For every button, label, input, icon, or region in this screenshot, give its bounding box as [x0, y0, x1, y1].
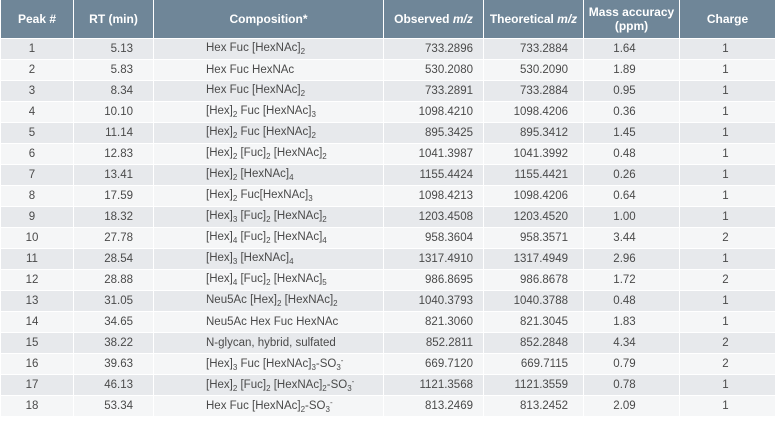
cell-composition	[154, 269, 384, 290]
composition-subscript: 2	[322, 152, 327, 161]
cell-rt: 39.63	[74, 353, 154, 374]
cell-observed-mz: 1317.4910	[384, 248, 484, 269]
cell-charge: 1	[680, 374, 775, 395]
glycan-table-container	[1, 0, 775, 416]
cell-theoretical-mz: 1203.4520	[484, 206, 584, 227]
table-row	[1, 248, 775, 269]
composition-superscript: -	[329, 398, 333, 407]
cell-mass-accuracy: 1.89	[584, 59, 680, 80]
composition-text: Hex Fuc [HexNAc]	[206, 42, 301, 54]
cell-rt: 18.32	[74, 206, 154, 227]
cell-rt: 13.41	[74, 164, 154, 185]
composition-superscript: -	[340, 356, 344, 365]
composition-text: [HexNAc]	[270, 273, 323, 285]
composition-subscript: 3	[336, 363, 341, 372]
cell-theoretical-mz: 1121.3559	[484, 374, 584, 395]
table-row	[1, 38, 775, 59]
composition-subscript: 3	[325, 405, 330, 414]
composition-text: Hex Fuc HexNAc	[206, 64, 295, 76]
composition-text: [HexNAc]	[237, 168, 290, 180]
composition-subscript: 2	[311, 131, 316, 140]
table-row	[1, 143, 775, 164]
cell-peak: 6	[1, 143, 74, 164]
cell-observed-mz: 1098.4210	[384, 101, 484, 122]
composition-text: [Hex]	[206, 273, 233, 285]
composition-subscript: 3	[347, 384, 352, 393]
composition-subscript: 2	[232, 384, 238, 393]
composition-text: Fuc [HexNAc]	[237, 126, 312, 138]
composition-subscript: 3	[308, 194, 313, 203]
cell-theoretical-mz: 1041.3992	[484, 143, 584, 164]
cell-theoretical-mz: 1098.4206	[484, 185, 584, 206]
cell-rt: 27.78	[74, 227, 154, 248]
composition-text: [Hex]	[206, 168, 233, 180]
composition-text: [Hex]	[206, 379, 233, 391]
cell-theoretical-mz: 821.3045	[484, 311, 584, 332]
composition-text: [HexNAc]	[270, 379, 323, 391]
cell-observed-mz: 1121.3568	[384, 374, 484, 395]
cell-mass-accuracy: 0.78	[584, 374, 680, 395]
cell-charge: 2	[680, 269, 775, 290]
cell-composition	[154, 332, 384, 353]
table-row	[1, 374, 775, 395]
composition-text: [Hex]	[206, 252, 233, 264]
composition-text: [Fuc]	[237, 147, 267, 159]
composition-text: -SO	[326, 379, 348, 391]
table-row	[1, 395, 775, 416]
cell-peak: 15	[1, 332, 74, 353]
cell-theoretical-mz: 733.2884	[484, 80, 584, 101]
cell-observed-mz: 669.7120	[384, 353, 484, 374]
composition-text: [Hex]	[206, 210, 233, 222]
table-row	[1, 353, 775, 374]
cell-peak: 18	[1, 395, 74, 416]
cell-composition	[154, 185, 384, 206]
cell-rt: 46.13	[74, 374, 154, 395]
composition-subscript: 2	[232, 152, 238, 161]
cell-observed-mz: 986.8695	[384, 269, 484, 290]
composition-subscript: 2	[232, 194, 238, 203]
composition-subscript: 2	[333, 299, 338, 308]
table-row	[1, 206, 775, 227]
table-row	[1, 59, 775, 80]
composition-text: Fuc [HexNAc]	[237, 105, 312, 117]
cell-observed-mz: 1203.4508	[384, 206, 484, 227]
cell-composition	[154, 206, 384, 227]
cell-charge: 1	[680, 311, 775, 332]
composition-subscript: 2	[266, 384, 271, 393]
composition-subscript: 3	[232, 215, 238, 224]
cell-observed-mz: 530.2080	[384, 59, 484, 80]
cell-rt: 5.13	[74, 38, 154, 59]
composition-subscript: 3	[232, 363, 238, 372]
cell-mass-accuracy: 1.00	[584, 206, 680, 227]
header-observed-mz-italic: m/z	[452, 12, 473, 26]
header-observed-mz	[384, 0, 484, 38]
glycan-mass-table	[1, 0, 775, 416]
cell-peak: 5	[1, 122, 74, 143]
cell-observed-mz: 1040.3793	[384, 290, 484, 311]
table-row	[1, 101, 775, 122]
cell-mass-accuracy: 0.79	[584, 353, 680, 374]
cell-rt: 17.59	[74, 185, 154, 206]
composition-text: [Hex]	[206, 105, 233, 117]
composition-text: [Hex]	[206, 231, 233, 243]
cell-mass-accuracy: 2.96	[584, 248, 680, 269]
cell-mass-accuracy: 0.48	[584, 290, 680, 311]
composition-text: -SO	[305, 400, 326, 412]
composition-subscript: 4	[232, 278, 238, 287]
cell-charge: 2	[680, 353, 775, 374]
cell-theoretical-mz: 733.2884	[484, 38, 584, 59]
cell-peak: 7	[1, 164, 74, 185]
cell-composition	[154, 248, 384, 269]
table-row	[1, 311, 775, 332]
composition-text: [Hex]	[206, 126, 233, 138]
cell-rt: 10.10	[74, 101, 154, 122]
composition-subscript: 2	[266, 236, 271, 245]
composition-text: [Fuc]	[237, 210, 267, 222]
composition-subscript: 3	[311, 110, 316, 119]
header-rt: RT (min)	[74, 0, 154, 38]
composition-subscript: 3	[232, 257, 238, 266]
cell-charge: 1	[680, 80, 775, 101]
cell-theoretical-mz: 1155.4421	[484, 164, 584, 185]
header-theoretical-mz-italic: m/z	[557, 12, 578, 26]
composition-text: [HexNAc]	[237, 252, 290, 264]
header-composition: Composition*	[154, 0, 384, 38]
cell-peak: 4	[1, 101, 74, 122]
composition-subscript: 2	[266, 278, 271, 287]
cell-peak: 3	[1, 80, 74, 101]
cell-peak: 12	[1, 269, 74, 290]
cell-mass-accuracy: 1.64	[584, 38, 680, 59]
cell-observed-mz: 1098.4213	[384, 185, 484, 206]
cell-theoretical-mz: 852.2848	[484, 332, 584, 353]
header-mass-accuracy	[584, 0, 680, 38]
cell-charge: 1	[680, 290, 775, 311]
cell-charge: 1	[680, 38, 775, 59]
table-row	[1, 122, 775, 143]
header-accuracy-line2: (ppm)	[614, 19, 649, 33]
composition-text: Hex Fuc [HexNAc]	[206, 84, 301, 96]
cell-rt: 53.34	[74, 395, 154, 416]
table-row	[1, 185, 775, 206]
cell-composition	[154, 290, 384, 311]
composition-subscript: 2	[322, 384, 327, 393]
cell-theoretical-mz: 1098.4206	[484, 101, 584, 122]
cell-observed-mz: 958.3604	[384, 227, 484, 248]
composition-text: [Hex]	[206, 147, 233, 159]
cell-peak: 10	[1, 227, 74, 248]
cell-charge: 1	[680, 122, 775, 143]
composition-text: Fuc [HexNAc]	[237, 358, 312, 370]
composition-text: [Fuc]	[237, 231, 267, 243]
composition-text: [Fuc]	[237, 379, 267, 391]
cell-mass-accuracy: 0.26	[584, 164, 680, 185]
cell-theoretical-mz: 986.8678	[484, 269, 584, 290]
composition-text: [HexNAc]	[270, 210, 323, 222]
composition-subscript: 2	[232, 110, 238, 119]
table-body	[1, 38, 775, 416]
composition-text: [Fuc]	[237, 273, 267, 285]
cell-theoretical-mz: 958.3571	[484, 227, 584, 248]
cell-peak: 14	[1, 311, 74, 332]
cell-observed-mz: 733.2896	[384, 38, 484, 59]
composition-text: -SO	[315, 358, 337, 370]
composition-text: [HexNAc]	[270, 231, 323, 243]
composition-subscript: 4	[289, 257, 294, 266]
cell-peak: 1	[1, 38, 74, 59]
cell-charge: 1	[680, 164, 775, 185]
composition-text: [Hex]	[206, 358, 233, 370]
cell-composition	[154, 38, 384, 59]
cell-rt: 28.54	[74, 248, 154, 269]
cell-observed-mz: 821.3060	[384, 311, 484, 332]
cell-mass-accuracy: 2.09	[584, 395, 680, 416]
composition-subscript: 2	[300, 405, 306, 414]
cell-mass-accuracy: 0.95	[584, 80, 680, 101]
cell-mass-accuracy: 3.44	[584, 227, 680, 248]
header-row	[1, 0, 775, 38]
cell-composition	[154, 227, 384, 248]
cell-peak: 17	[1, 374, 74, 395]
cell-composition	[154, 311, 384, 332]
composition-text: Fuc[HexNAc]	[237, 189, 309, 201]
cell-peak: 16	[1, 353, 74, 374]
cell-rt: 11.14	[74, 122, 154, 143]
cell-composition	[154, 143, 384, 164]
composition-subscript: 2	[276, 299, 282, 308]
cell-peak: 13	[1, 290, 74, 311]
composition-subscript: 2	[266, 215, 271, 224]
composition-subscript: 2	[232, 131, 238, 140]
cell-mass-accuracy: 0.64	[584, 185, 680, 206]
cell-theoretical-mz: 669.7115	[484, 353, 584, 374]
cell-theoretical-mz: 530.2090	[484, 59, 584, 80]
cell-observed-mz: 895.3425	[384, 122, 484, 143]
header-accuracy-line1: Mass accuracy	[588, 5, 675, 19]
cell-composition	[154, 395, 384, 416]
header-theoretical-mz	[484, 0, 584, 38]
composition-text: [HexNAc]	[281, 294, 334, 306]
cell-rt: 28.88	[74, 269, 154, 290]
cell-rt: 31.05	[74, 290, 154, 311]
cell-mass-accuracy: 1.45	[584, 122, 680, 143]
cell-charge: 1	[680, 59, 775, 80]
table-row	[1, 164, 775, 185]
cell-theoretical-mz: 1317.4949	[484, 248, 584, 269]
cell-observed-mz: 1155.4424	[384, 164, 484, 185]
table-row	[1, 290, 775, 311]
cell-charge: 1	[680, 206, 775, 227]
cell-rt: 8.34	[74, 80, 154, 101]
header-observed-label: Observed	[394, 12, 453, 26]
table-header	[1, 0, 775, 38]
cell-rt: 34.65	[74, 311, 154, 332]
table-row	[1, 80, 775, 101]
cell-theoretical-mz: 1040.3788	[484, 290, 584, 311]
cell-charge: 1	[680, 185, 775, 206]
composition-subscript: 5	[322, 278, 327, 287]
cell-rt: 5.83	[74, 59, 154, 80]
table-row	[1, 227, 775, 248]
cell-charge: 1	[680, 143, 775, 164]
cell-mass-accuracy: 0.48	[584, 143, 680, 164]
header-theoretical-label: Theoretical	[489, 12, 558, 26]
cell-observed-mz: 733.2891	[384, 80, 484, 101]
cell-charge: 1	[680, 248, 775, 269]
cell-composition	[154, 374, 384, 395]
cell-mass-accuracy: 1.83	[584, 311, 680, 332]
cell-observed-mz: 1041.3987	[384, 143, 484, 164]
cell-charge: 2	[680, 227, 775, 248]
cell-composition	[154, 164, 384, 185]
table-row	[1, 269, 775, 290]
cell-observed-mz: 813.2469	[384, 395, 484, 416]
cell-mass-accuracy: 1.72	[584, 269, 680, 290]
composition-subscript: 2	[300, 47, 306, 56]
cell-composition	[154, 59, 384, 80]
composition-subscript: 2	[300, 89, 306, 98]
cell-charge: 1	[680, 395, 775, 416]
cell-rt: 38.22	[74, 332, 154, 353]
composition-subscript: 4	[289, 173, 294, 182]
composition-subscript: 2	[322, 215, 327, 224]
cell-peak: 9	[1, 206, 74, 227]
cell-theoretical-mz: 813.2452	[484, 395, 584, 416]
cell-composition	[154, 353, 384, 374]
composition-text: Hex Fuc [HexNAc]	[206, 400, 301, 412]
table-row	[1, 332, 775, 353]
cell-observed-mz: 852.2811	[384, 332, 484, 353]
composition-text: Neu5Ac [Hex]	[206, 294, 277, 306]
cell-peak: 2	[1, 59, 74, 80]
composition-subscript: 2	[266, 152, 271, 161]
header-charge: Charge	[680, 0, 775, 38]
cell-rt: 12.83	[74, 143, 154, 164]
cell-charge: 2	[680, 332, 775, 353]
cell-composition	[154, 122, 384, 143]
composition-subscript: 3	[311, 363, 316, 372]
cell-mass-accuracy: 4.34	[584, 332, 680, 353]
composition-text: [HexNAc]	[270, 147, 323, 159]
composition-text: [Hex]	[206, 189, 233, 201]
cell-composition	[154, 101, 384, 122]
composition-superscript: -	[351, 377, 355, 386]
composition-subscript: 2	[232, 173, 238, 182]
composition-subscript: 4	[322, 236, 327, 245]
header-peak: Peak #	[1, 0, 74, 38]
cell-theoretical-mz: 895.3412	[484, 122, 584, 143]
composition-text: N-glycan, hybrid, sulfated	[206, 337, 336, 349]
cell-composition	[154, 80, 384, 101]
cell-mass-accuracy: 0.36	[584, 101, 680, 122]
cell-peak: 8	[1, 185, 74, 206]
composition-subscript: 4	[232, 236, 238, 245]
composition-text: Neu5Ac Hex Fuc HexNAc	[206, 316, 339, 328]
cell-peak: 11	[1, 248, 74, 269]
cell-charge: 1	[680, 101, 775, 122]
